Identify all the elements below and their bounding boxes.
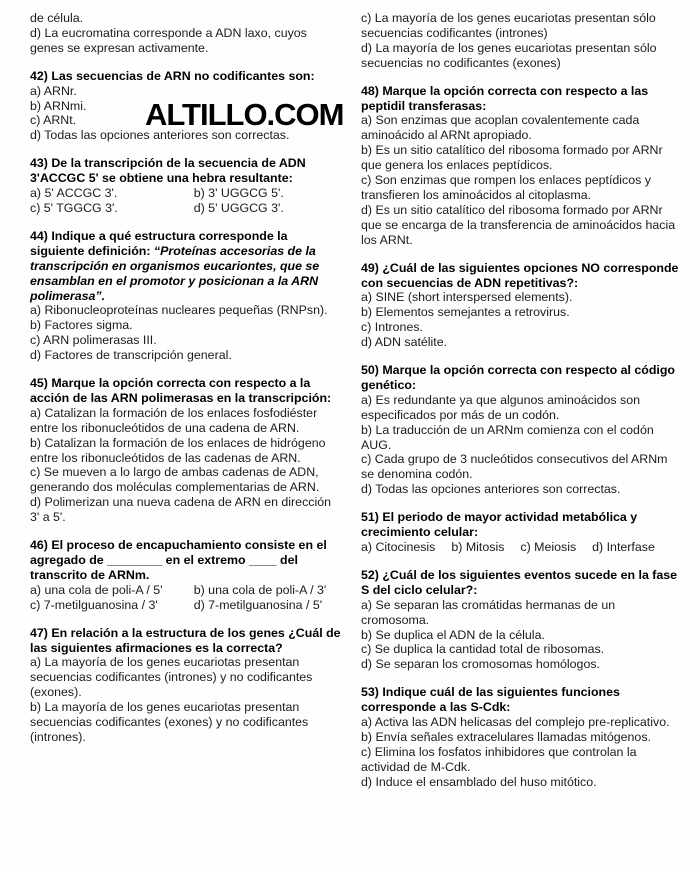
question-heading: 48) Marque la opción correcta con respecto a las peptidil transferasas: — [361, 83, 649, 113]
question-heading: 52) ¿Cuál de los siguientes eventos sucede en la fase S del ciclo celular?: — [361, 567, 678, 597]
options-grid — [30, 186, 341, 216]
column-right — [361, 11, 684, 803]
option-text: c) Cada grupo de 3 nucleótidos consecutivos del ARNm se denomina codón. — [361, 452, 668, 482]
text-block — [30, 11, 341, 56]
option-text: d) Induce el ensamblado del huso mitótico. — [361, 774, 597, 789]
question-block — [30, 156, 341, 216]
option-text: a) ARNr. — [30, 83, 77, 98]
option-text: c) 5' TGGCG 3'. — [30, 200, 118, 215]
question-block — [30, 69, 341, 144]
option-text: b) una cola de poli-A / 3' — [193, 582, 327, 597]
options-grid — [30, 583, 341, 613]
option-text: c) ARN polimerasas III. — [30, 333, 157, 348]
question-block — [361, 510, 684, 555]
option-text: d) 7-metilguanosina / 5' — [193, 597, 323, 612]
option-text: a) Es redundante ya que algunos aminoácidos son especificados por más de un codón. — [361, 392, 640, 422]
question-heading: 44) Indique a qué estructura corresponde la siguiente definición: “Proteínas accesorias de la transcripción en organismos eucariontes, que se ensamblan en el promotor y posicionan a la ARN polimerasa”. — [30, 228, 320, 303]
question-definition-italic: “Proteínas accesorias de la transcripción en organismos eucariontes, que se ensamblan en el promotor y posicionan a la ARN polimerasa”. — [30, 243, 320, 303]
paragraph-text: d) La eucromatina corresponde a ADN laxo, cuyos genes se expresan activamente. — [30, 25, 307, 55]
option-text: a) una cola de poli-A / 5' — [30, 582, 163, 597]
paragraph-text: d) La mayoría de los genes eucariotas presentan sólo secuencias no codificantes (exones) — [361, 40, 657, 70]
option-text: c) Meiosis — [520, 540, 577, 554]
option-text: a) Citocinesis — [361, 540, 436, 554]
question-heading: 50) Marque la opción correcta con respecto al código genético: — [361, 363, 675, 392]
option-text: b) 3' UGGCG 5'. — [193, 186, 284, 201]
option-text: b) Se duplica el ADN de la célula. — [361, 627, 545, 642]
option-text: b) Mitosis — [451, 540, 505, 554]
question-heading: 43) De la transcripción de la secuencia de ADN 3'ACCGC 5' se obtiene una hebra resultante: — [30, 156, 306, 186]
option-text: b) Catalizan la formación de los enlaces de hidrógeno entre los ribonucleótidos de las cadenas de ARN. — [30, 435, 326, 465]
question-block — [361, 685, 684, 789]
option-text: c) Son enzimas que rompen los enlaces peptídicos y transfieren los aminoácidos al citoplasma. — [361, 173, 651, 202]
option-text: a) 5' ACCGC 3'. — [30, 186, 118, 201]
option-text: a) Son enzimas que acoplan covalentemente cada aminoácido al ARNt apropiado. — [361, 113, 640, 143]
option-text: a) Catalizan la formación de los enlaces fosfodiéster entre los ribonucleótidos de una cadena de ARN. — [30, 405, 318, 435]
option-text: a) La mayoría de los genes eucariotas presentan secuencias codificantes (intrones) y no codificantes (exones). — [30, 655, 313, 700]
question-heading: 45) Marque la opción correcta con respecto a la acción de las ARN polimerasas en la transcripción: — [30, 376, 332, 405]
paragraph-text: c) La mayoría de los genes eucariotas presentan sólo secuencias codificantes (intrones) — [361, 11, 656, 40]
option-text: d) Se separan los cromosomas homólogos. — [361, 657, 600, 672]
question-block — [361, 261, 684, 350]
option-text: c) Se mueven a lo largo de ambas cadenas de ADN, generando dos moléculas complementarias de ARN. — [30, 465, 320, 495]
option-text: c) Se duplica la cantidad total de ribosomas. — [361, 642, 605, 657]
option-text: b) Es un sitio catalítico del ribosoma formado por ARNr que genera los enlaces peptídicos. — [361, 143, 663, 173]
question-block — [361, 84, 684, 248]
question-heading: 53) Indique cuál de las siguientes funciones corresponde a las S-Cdk: — [361, 685, 620, 715]
question-block — [361, 568, 684, 672]
option-text: d) Todas las opciones anteriores son correctas. — [361, 482, 621, 497]
option-text: c) Elimina los fosfatos inhibidores que controlan la actividad de M-Cdk. — [361, 744, 637, 774]
altillo-watermark: ALTILLO.COM — [145, 97, 344, 132]
option-text: a) Activa las ADN helicasas del complejo pre-replicativo. — [361, 715, 670, 730]
option-text: d) Polimerizan una nueva cadena de ARN en dirección 3' a 5'. — [30, 495, 331, 525]
option-text: b) Elementos semejantes a retrovirus. — [361, 305, 570, 320]
option-text: d) Es un sitio catalítico del ribosoma formado por ARNr que se encarga de la transferencia de aminoácidos hacia los ARNt. — [361, 202, 676, 247]
option-text: d) 5' UGGCG 3'. — [193, 200, 284, 215]
question-block — [361, 363, 684, 497]
option-text: c) Intrones. — [361, 320, 423, 335]
option-text: b) Envía señales extracelulares llamadas mitógenos. — [361, 729, 651, 744]
question-heading: 47) En relación a la estructura de los genes ¿Cuál de las siguientes afirmaciones es la correcta? — [30, 625, 341, 655]
text-block — [361, 11, 684, 71]
question-block — [30, 626, 341, 745]
option-text: d) Interfase — [592, 540, 655, 554]
option-text: b) Factores sigma. — [30, 318, 133, 333]
option-text: a) Se separan las cromátidas hermanas de un cromosoma. — [361, 597, 616, 627]
option-text: a) Ribonucleoproteínas nucleares pequeñas (RNPsn). — [30, 303, 328, 318]
question-heading: 49) ¿Cuál de las siguientes opciones NO corresponde con secuencias de ADN repetitivas?: — [361, 260, 679, 290]
question-block — [30, 229, 341, 363]
question-heading: 42) Las secuencias de ARN no codificantes son: — [30, 68, 315, 83]
option-text: c) ARNt. — [30, 113, 77, 128]
option-text: b) La traducción de un ARNm comienza con el codón AUG. — [361, 422, 654, 452]
option-text: a) SINE (short interspersed elements). — [361, 290, 573, 305]
question-block — [30, 538, 341, 613]
option-text: b) La mayoría de los genes eucariotas presentan secuencias codificantes (exones) y no codificantes (intrones). — [30, 700, 309, 744]
option-text: d) ADN satélite. — [361, 335, 448, 350]
question-heading: 46) El proceso de encapuchamiento consiste en el agregado de ________ en el extremo ____ del transcrito de ARNm. — [30, 538, 327, 582]
options-inline — [361, 540, 684, 555]
option-text: d) Todas las opciones anteriores son correctas. — [30, 128, 290, 143]
question-block — [30, 376, 341, 525]
option-text: b) ARNmi. — [30, 98, 87, 113]
option-text: d) Factores de transcripción general. — [30, 348, 232, 363]
question-heading: 51) El periodo de mayor actividad metabólica y crecimiento celular: — [361, 510, 638, 540]
option-text: c) 7-metilguanosina / 3' — [30, 597, 158, 612]
column-left — [30, 11, 341, 803]
paragraph-text: de célula. — [30, 11, 84, 25]
